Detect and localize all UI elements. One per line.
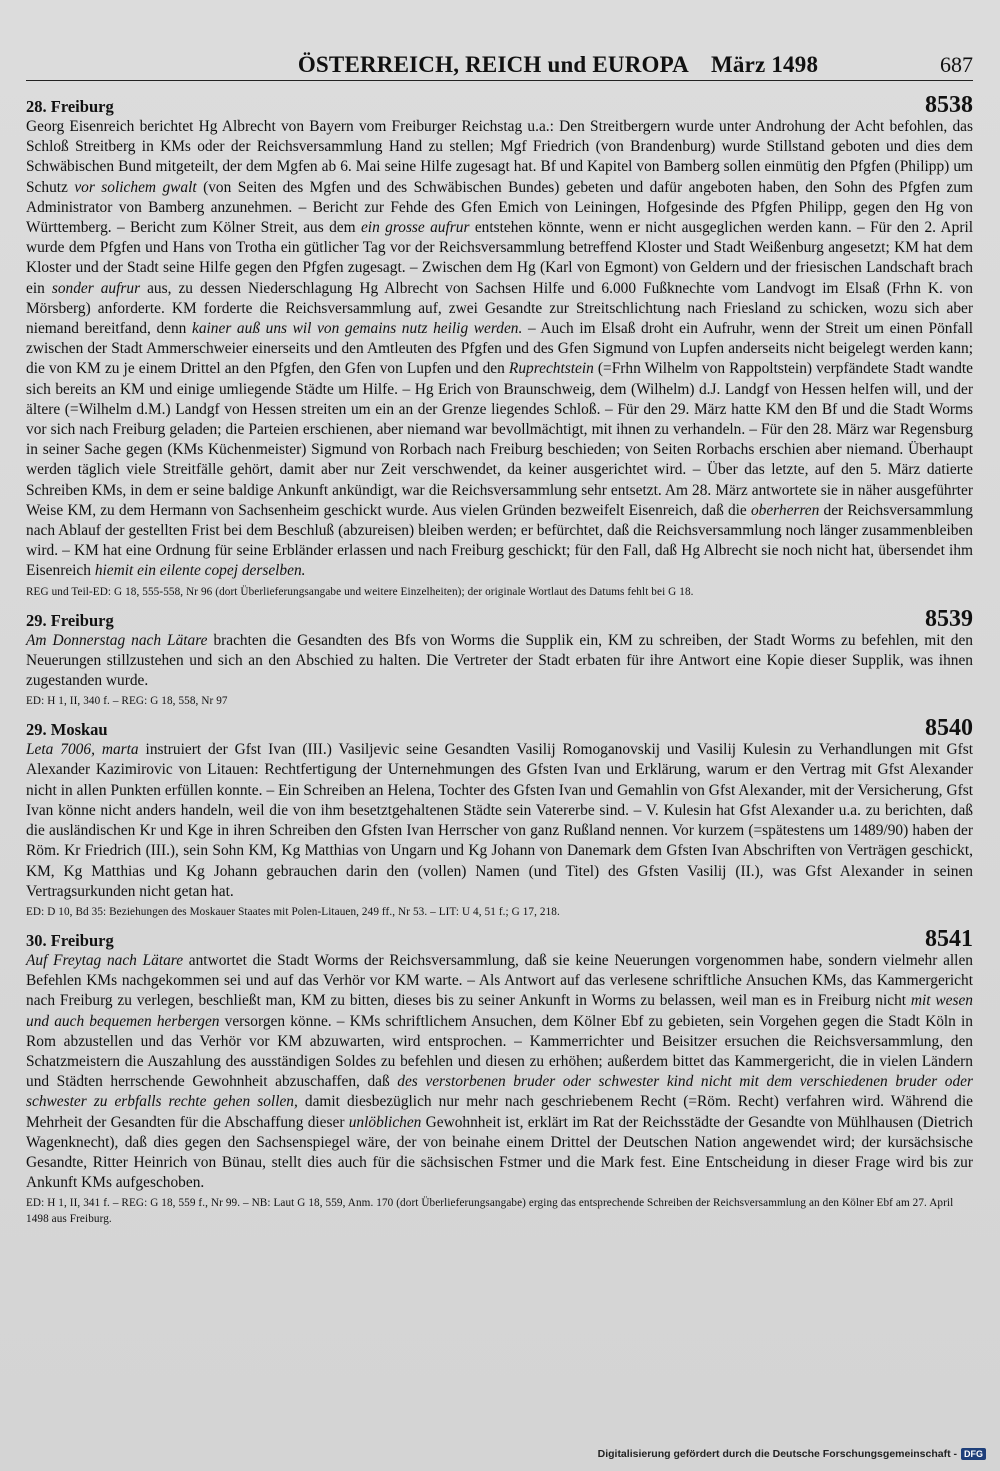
running-head (26, 52, 973, 81)
entry-text-italic: Auf Freytag nach Lätare (26, 951, 184, 969)
entry-text-run: – Auch im Elsaß droht ein Aufruhr, wenn der Streit um einen Pönfall zwischen der Stadt Ammerschweier einerseits und den Amtleuten des Pfgfen und des Gfen Sigmund von Lupfen anderseits nicht beigelegt werden kann; die von KM zu je einem Drittel an den Pfgfen, den Gfen von Lupfen und den (26, 320, 973, 378)
entry-place: 30. Freiburg (26, 930, 114, 950)
entry-text (26, 740, 973, 902)
entry-heading (26, 925, 973, 952)
running-title (26, 52, 940, 78)
entry-text-run: (=Frhn Wilhelm von Rappoltstein) verpfändete Stadt wandte sich bereits an KM und einige umliegende Städte um Hilfe. – Hg Erich von Braunschweig, dem (Wilhelm) d.J. Landgf von Hessen helfen will, und der ältere (=Wilhelm d.M.) Landgf von Hessen streiten um ein an der Grenze liegendes Schloß. – Für den 29. März hatte KM den Bf und die Stadt Worms vor sich nach Freiburg geladen; die Parteien erschienen, aber niemand war bevollmächtigt, mit ihnen zu verhandeln. – Für den 28. März war Regensburg in seiner Sache gegen (KMs Küchenmeister) Sigmund von Rorbach nach Freiburg beschieden; von Seiten Rorbachs erschien aber niemand. Überhaupt werden täglich viele Streitfälle gehört, damit aber nur Zeit verschwendet, da keiner ausgerichtet wird. – Über das letzte, auf den 5. März datierte Schreiben KMs, in dem er seine baldige Ankunft ankündigt, war die Reichsversammlung sehr entsetzt. Am 28. März antwortete sie in näher ausgeführter Weise KM, zu dem Hermann von Sachsenheim geschickt wurde. Aus vielen Gründen bezweifelt Eisenreich, daß die (26, 360, 974, 519)
entry-text-italic: Leta 7006, marta (26, 741, 139, 759)
entry-reference: REG und Teil-ED: G 18, 555-558, Nr 96 (dort Überlieferungsangabe und weitere Einzelheiten); der originale Wortlaut des Datums fehlt bei G 18. (26, 585, 694, 598)
entry-text (26, 117, 973, 582)
entry-text-run: der Reichsversammlung nach Ablauf der gestellten Frist bei dem Beschluß (abzureisen) bleiben werden; er befürchtet, daß die Reichsversammlung noch länger zusammenbleiben wird. – KM hat eine Ordnung für seine Erbländer erlassen und nach Freiburg geschickt; für den Fall, daß Hg Albrecht sie noch nicht hat, übersendet ihm Eisenreich (26, 501, 974, 580)
entry-heading (26, 715, 973, 742)
entry-heading (26, 605, 973, 632)
entry-number: 8539 (925, 605, 973, 632)
entries-list (26, 92, 974, 1227)
entry-heading (26, 92, 973, 118)
entry-text-run: Gewohnheit ist, erklärt im Rat der Reichsstädte der Gesandte von Mühlhausen (Dietrich Wagenknecht), daß dies gegen den Sachsenspiegel wäre, der von beinahe einem Drittel der Deutschen Nation angewendet wird; der kursächsische Gesandte, Ritter Heinrich von Bünau, stellt dies auch für die sächsischen Fstmer und die Mark fest. Eine Entscheidung in dieser Frage wird bis zur Ankunft KMs aufgeschoben. (26, 1113, 973, 1192)
entry-text-italic: hiemit ein eilente copej derselben. (94, 562, 306, 580)
page-number: 687 (940, 52, 973, 77)
running-date: März 1498 (710, 52, 819, 77)
entry-number: 8540 (925, 715, 973, 742)
entry-text-italic: des verstorbenen bruder oder schwester kind nicht mit dem verschiedenen bruder oder schwester zu erbfalls rechte gehen sollen, (26, 1073, 973, 1111)
entry-8540 (26, 715, 973, 920)
entry-text-run: entstehen könnte, wenn er nicht ausgeglichen werden kann. – Für den 2. April wurde dem Pfgfen und Hans von Trotha ein gütlicher Tag vor der Reichsversammlung betreffend Kloster und Stadt Weißenburg angesetzt; KM hat dem Kloster und der Stadt seine Hilfe gegen den Pfgfen zugesagt. – Zwischen dem Hg (Karl von Egmont) von Geldern und der friesischen Landschaft brach ein (26, 219, 973, 297)
entry-text-run: brachten die Gesandten des Bfs von Worms die Supplik ein, KM zu schreiben, der Stadt Worms zu befehlen, mit den Neuerungen stillzustehen und sich an den Abschied zu halten. Die Vertreter der Stadt erbaten für ihre Antwort eine Kopie dieser Supplik, was ihnen zugestanden wurde. (26, 631, 973, 690)
entry-text-run: damit diesbezüglich nur mehr nach geschriebenem Recht (=Röm. Recht) verfahren wird. Während die Mehrheit der Gesandten für die Abschaffung dieser (26, 1093, 973, 1131)
entry-place: 29. Freiburg (26, 610, 114, 630)
entry-8541 (26, 925, 973, 1227)
entry-text-italic: kainer auß uns wil von gemains nutz heilig werden. (192, 320, 523, 338)
entry-text-italic: ein grosse aufrur (360, 219, 470, 237)
entry-reference: ED: H 1, II, 341 f. – REG: G 18, 559 f., Nr 99. – NB: Laut G 18, 559, Anm. 170 (dort Überlieferungsangabe) erging das entsprechende Schreiben der Reichsversammlung an den Kölner Ebf am 27. April 1498 aus Freiburg. (26, 1197, 954, 1226)
entry-place: 28. Freiburg (26, 97, 114, 116)
entry-text-italic: unlöblichen (348, 1113, 422, 1131)
entry-text-italic: sonder aufrur (51, 279, 141, 297)
entry-text-run: (von Seiten des Mgfen und des Schwäbischen Bundes) gebeten und dafür angeboten haben, den Sohn des Pfgfen zum Administrator von Bamberg anzunehmen. – Bericht zur Fehde des Gfen Emich von Leiningen, Hofgesinde des Pfgfen Philipp, gegen den Hg von Württemberg. – Bericht zum Kölner Streit, aus dem (26, 178, 973, 237)
funding-footer (0, 1448, 1000, 1460)
entry-text-italic: Am Donnerstag nach Lätare (26, 631, 208, 649)
dfg-logo-icon: DFG (961, 1448, 986, 1460)
entry-text (26, 631, 973, 692)
entry-text-run: instruiert der Gfst Ivan (III.) Vasiljevic seine Gesandten Vasilij Romoganovskij und Vasilij Kulesin zu Verhandlungen mit Gfst Alexander Kazimirovic von Litauen: Rechtfertigung der Unternehmungen des Gfsten Ivan und Erklärung, warum er den Vertrag mit Gfst Alexander nicht in allen Punkten erfüllen konnte. – Ein Schreiben an Helena, Tochter des Gfsten Ivan und Gemahlin von Gfst Alexander, mit der Versicherung, Gfst Ivan könne nicht anders handeln, weil die von ihm besetztgehaltenen Städte sein Vatererbe sind. – V. Kulesin hat Gfst Alexander u.a. zu berichten, daß die ausländischen Kr und Kge in ihren Schreiben den Gfsten Ivan Herrscher von ganz Rußland nennen. Vor kurzem (=spätestens um 1489/90) haben der Röm. Kr Friedrich (III.), sein Sohn KM, Kg Matthias von Ungarn und Kg Johann von Danemark dem Gfsten Ivan Abschriften von Verträgen geschickt, KM, Kg Matthias und Kg Johann gebrauchen darin den (vollen) Namen (und Titel) des Gfsten Vasilij (II.), was Gfst Alexander in seinen Vertragsurkunden nicht getan hat. (26, 741, 973, 900)
entry-place: 29. Moskau (26, 720, 108, 740)
entry-text-run: aus, zu dessen Niederschlagung Hg Albrecht von Sachsen Hilfe und 6.000 Fußknechte vom Landvogt im Elsaß (Frhn K. von Mörsberg) anforderte. KM forderte die Reichsversammlung auf, zwei Gesandte zur Streitschlichtung nach Friesland zu schicken, wozu sich aber niemand bereitfand, denn (26, 279, 973, 338)
entry-text-italic: oberherren (750, 501, 820, 519)
entry-text-run: versorgen könne. – KMs schriftlichem Ansuchen, dem Kölner Ebf zu gebieten, sein Vorgehen gegen die Stadt Köln in Rom abzustellen und das Verhör vor KM abzuwarten, wird entsprochen. – Kammerrichter und Beisitzer ersuchen die Reichsversammlung, den Schatzmeistern die Auszahlung des ausständigen Soldes zu befehlen und diesen zu erhöhen; außerdem bittet das Kammergericht, die in vielen Ländern und Städten herrschende Gewohnheit abzuschaffen, daß (26, 1012, 973, 1091)
funding-note: Digitalisierung gefördert durch die Deutsche Forschungsgemeinschaft - (597, 1448, 957, 1460)
entry-reference: ED: H 1, II, 340 f. – REG: G 18, 558, Nr 97 (26, 695, 228, 708)
entry-8538 (26, 92, 974, 600)
entry-number: 8538 (925, 92, 973, 118)
entry-text-italic: mit wesen und auch bequemen herbergen (26, 992, 973, 1030)
entry-number: 8541 (925, 925, 973, 952)
running-title-text: ÖSTERREICH, REICH und EUROPA (297, 52, 689, 77)
entry-text-italic: vor solichem gwalt (74, 178, 197, 196)
entry-text-run: Georg Eisenreich berichtet Hg Albrecht von Bayern vom Freiburger Reichstag u.a.: Den Streitbergern wurde unter Androhung der Acht befohlen, das Schloß Streitberg in KMs oder der Reichsversammlung Hand zu stellen; Mgf Friedrich (von Brandenburg) wurde Stillstand geboten und dies dem Schwäbischen Bund mitgeteilt, der dem Mgfen ab 6. Mai seine Hilfe zugesagt hat. Bf und Kapitel von Bamberg sollen einmütig den Pfgfen (Philipp) um Schutz (26, 118, 973, 196)
entry-text-run: antwortet die Stadt Worms der Reichsversammlung, daß sie keine Neuerungen vorgenommen habe, sondern vielmehr allen Befehlen KMs nachgekommen sei und auf das Verhör vor KM warte. – Als Antwort auf das verlesene schriftliche Ansuchen KMs, das Kammergericht nach Freiburg zu verlegen, beschließt man, KM zu bitten, dieses bis zu seiner Ankunft in Worms zu belassen, weil man es in Freiburg nicht (26, 951, 973, 1010)
entry-text-italic: Ruprechtstein (508, 360, 594, 378)
entry-8539 (26, 605, 973, 710)
entry-text (26, 951, 973, 1193)
entry-reference: ED: D 10, Bd 35: Beziehungen des Moskauer Staates mit Polen-Litauen, 249 ff., Nr 53. – LIT: U 4, 51 f.; G 17, 218. (26, 905, 560, 918)
